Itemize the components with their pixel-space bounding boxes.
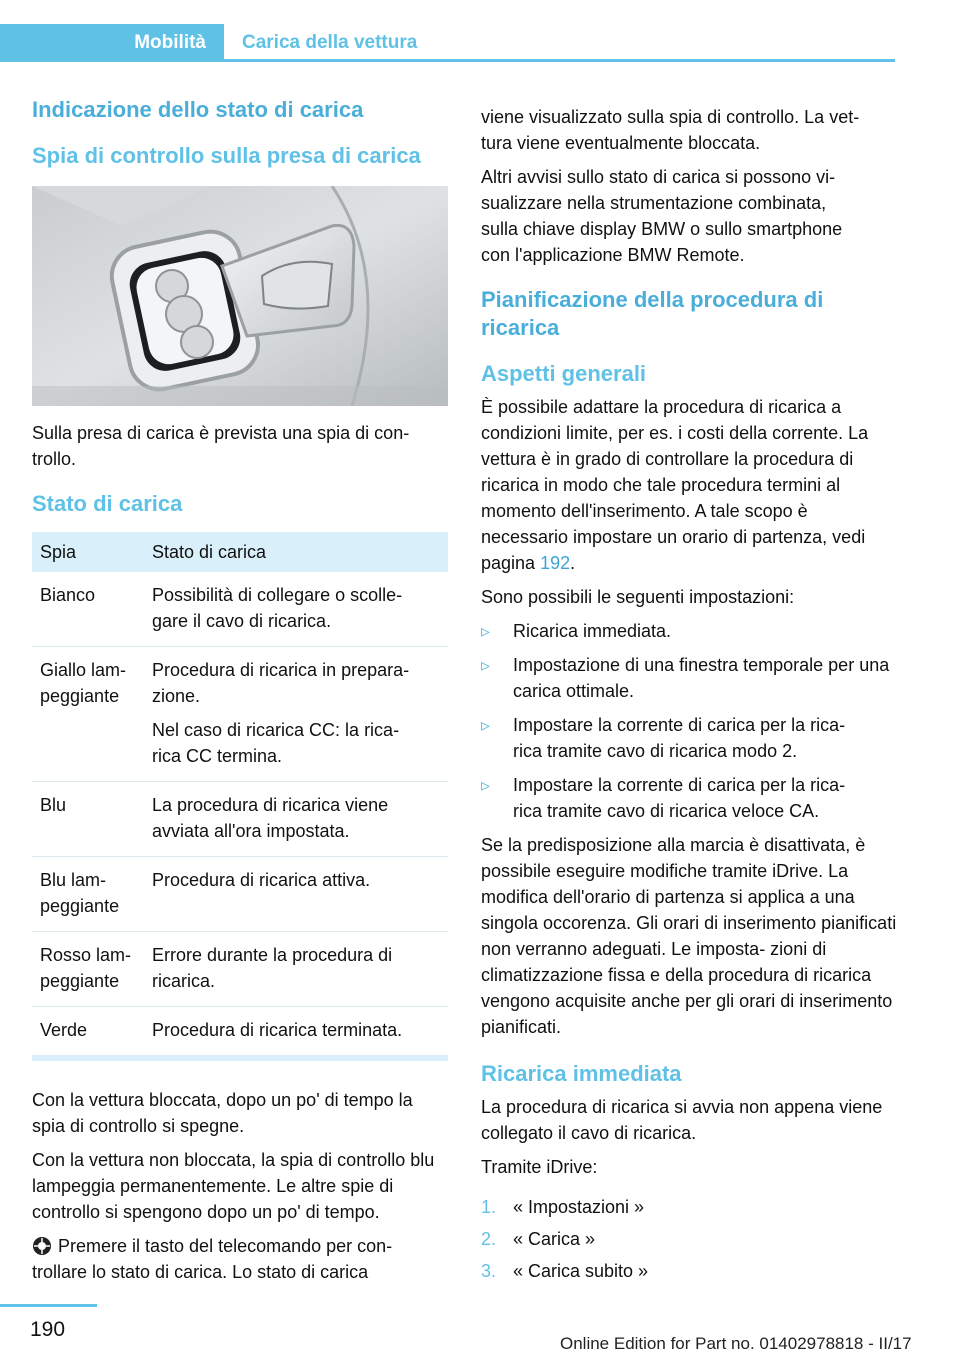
spia-cell: Rosso lam- peggiante (32, 932, 144, 1007)
list-item: ▹ Ricarica immediata. (481, 618, 897, 644)
stato-cell: Procedura di ricarica terminata. (152, 1020, 403, 1040)
charging-socket-photo (32, 186, 448, 406)
table-heading: Stato di carica (32, 491, 183, 516)
subsection-title: Spia di controllo sulla presa di carica (32, 143, 421, 168)
list-item: ▹ Impostazione di una finestra temporale per una carica ottimale. (481, 652, 897, 704)
step-number: 3. (481, 1261, 497, 1281)
paragraph-remote: Premere il tasto del telecomando per con- trollare lo stato di carica. Lo stato di carica (32, 1236, 393, 1282)
table-row (32, 857, 448, 932)
right-column (481, 104, 897, 1290)
idrive-steps (481, 1194, 897, 1284)
list-item: ▹ Impostare la corrente di carica per la rica- rica tramite cavo di ricarica modo 2. (481, 712, 897, 764)
spia-cell: Blu (32, 782, 144, 857)
paragraph: Tramite iDrive: (481, 1157, 598, 1177)
paragraph: La procedura di ricarica si avvia non appena viene collegato il cavo di ricarica. (481, 1097, 883, 1143)
table-bottom-rule (32, 1055, 448, 1061)
table-header-stato: Stato di carica (144, 532, 448, 572)
table-row (32, 932, 448, 1007)
list-item: 1. « Impostazioni » (481, 1194, 897, 1220)
subsection-title: Aspetti generali (481, 361, 647, 386)
list-item: 3. « Carica subito » (481, 1258, 897, 1284)
spia-cell: Bianco (32, 572, 144, 647)
step-number: 1. (481, 1197, 497, 1217)
table-row (32, 782, 448, 857)
page-number-rule (0, 1304, 97, 1307)
list-item: 2. « Carica » (481, 1226, 897, 1252)
table-header-row (32, 532, 448, 572)
triangle-bullet-icon: ▹ (481, 655, 491, 675)
stato-cell: Procedura di ricarica in prepara- zione. Nel caso di ricarica CC: la rica- rica CC termina. (144, 647, 448, 782)
stato-cell: Possibilità di collegare o scolle- gare il cavo di ricarica. (144, 572, 448, 647)
section-title: Pianificazione della procedura di ricarica (481, 287, 824, 340)
spia-cell: Blu lam- peggiante (32, 857, 144, 932)
photo-caption: Sulla presa di carica è prevista una spia di con- trollo. (32, 423, 410, 469)
page-number: 190 (30, 1318, 66, 1341)
paragraph: Sono possibili le seguenti impostazioni: (481, 587, 795, 607)
paragraph: Se la predisposizione alla marcia è disattivata, è possibile eseguire modifiche tramite iDrive. La modifica dell'orario di partenza si applica a una singola occorenza. Gli orari di inserimento pianificati non verranno adeguati. Le imposta- zioni di climatizzazione fissa e della procedura di ricarica vengono acquisite anche per gli orari di inserimento pianificati. (481, 835, 897, 1037)
stato-cell: Procedura di ricarica attiva. (144, 857, 448, 932)
triangle-bullet-icon: ▹ (481, 715, 491, 735)
triangle-bullet-icon: ▹ (481, 621, 491, 641)
footer-edition: Online Edition for Part no. 01402978818 - II/17 (560, 1334, 912, 1353)
subsection-title: Ricarica immediata (481, 1061, 682, 1086)
header-chapter-tab (224, 24, 895, 62)
paragraph: Con la vettura non bloccata, la spia di controllo blu lampeggia permanentemente. Le altre spie di controllo si spengono dopo un po' di tempo. (32, 1150, 435, 1222)
paragraph: Altri avvisi sullo stato di carica si possono vi- sualizzare nella strumentazione combinata, sulla chiave display BMW o sullo smartphone con l'applicazione BMW Remote. (481, 167, 843, 265)
header-section-label: Mobilità (134, 32, 206, 53)
table-row (32, 572, 448, 647)
paragraph: È possibile adattare la procedura di ricarica a condizioni limite, per es. i costi della corrente. La vettura è in grado di controllare la procedura di ricarica in modo che tale procedura termini al momento dell'inserimento. A tale scopo è necessario impostare un orario di partenza, vedi pagina 192. (481, 397, 869, 573)
stato-cell: La procedura di ricarica viene avviata all'ora impostata. (144, 782, 448, 857)
paragraph: Con la vettura bloccata, dopo un po' di tempo la spia di controllo si spegne. (32, 1090, 413, 1136)
spia-cell: Verde (40, 1020, 88, 1040)
settings-list (481, 618, 897, 824)
header-section-tab (0, 24, 224, 62)
header-chapter-label: Carica della vettura (242, 32, 418, 53)
table-row (32, 1007, 448, 1056)
remote-key-icon (32, 1236, 52, 1256)
table-header-spia: Spia (32, 532, 144, 572)
section-title: Indicazione dello stato di carica (32, 97, 364, 122)
paragraph: viene visualizzato sulla spia di controllo. La vet- tura viene eventualmente bloccata. (481, 107, 860, 153)
left-column (32, 96, 448, 1293)
list-item: ▹ Impostare la corrente di carica per la rica- rica tramite cavo di ricarica veloce CA. (481, 772, 897, 824)
spia-cell: Giallo lam- peggiante (32, 647, 144, 782)
step-number: 2. (481, 1229, 497, 1249)
triangle-bullet-icon: ▹ (481, 775, 491, 795)
page-link[interactable]: 192 (540, 553, 571, 573)
charge-status-table (32, 532, 448, 1055)
table-row (32, 647, 448, 782)
stato-cell: Errore durante la procedura di ricarica. (144, 932, 448, 1007)
